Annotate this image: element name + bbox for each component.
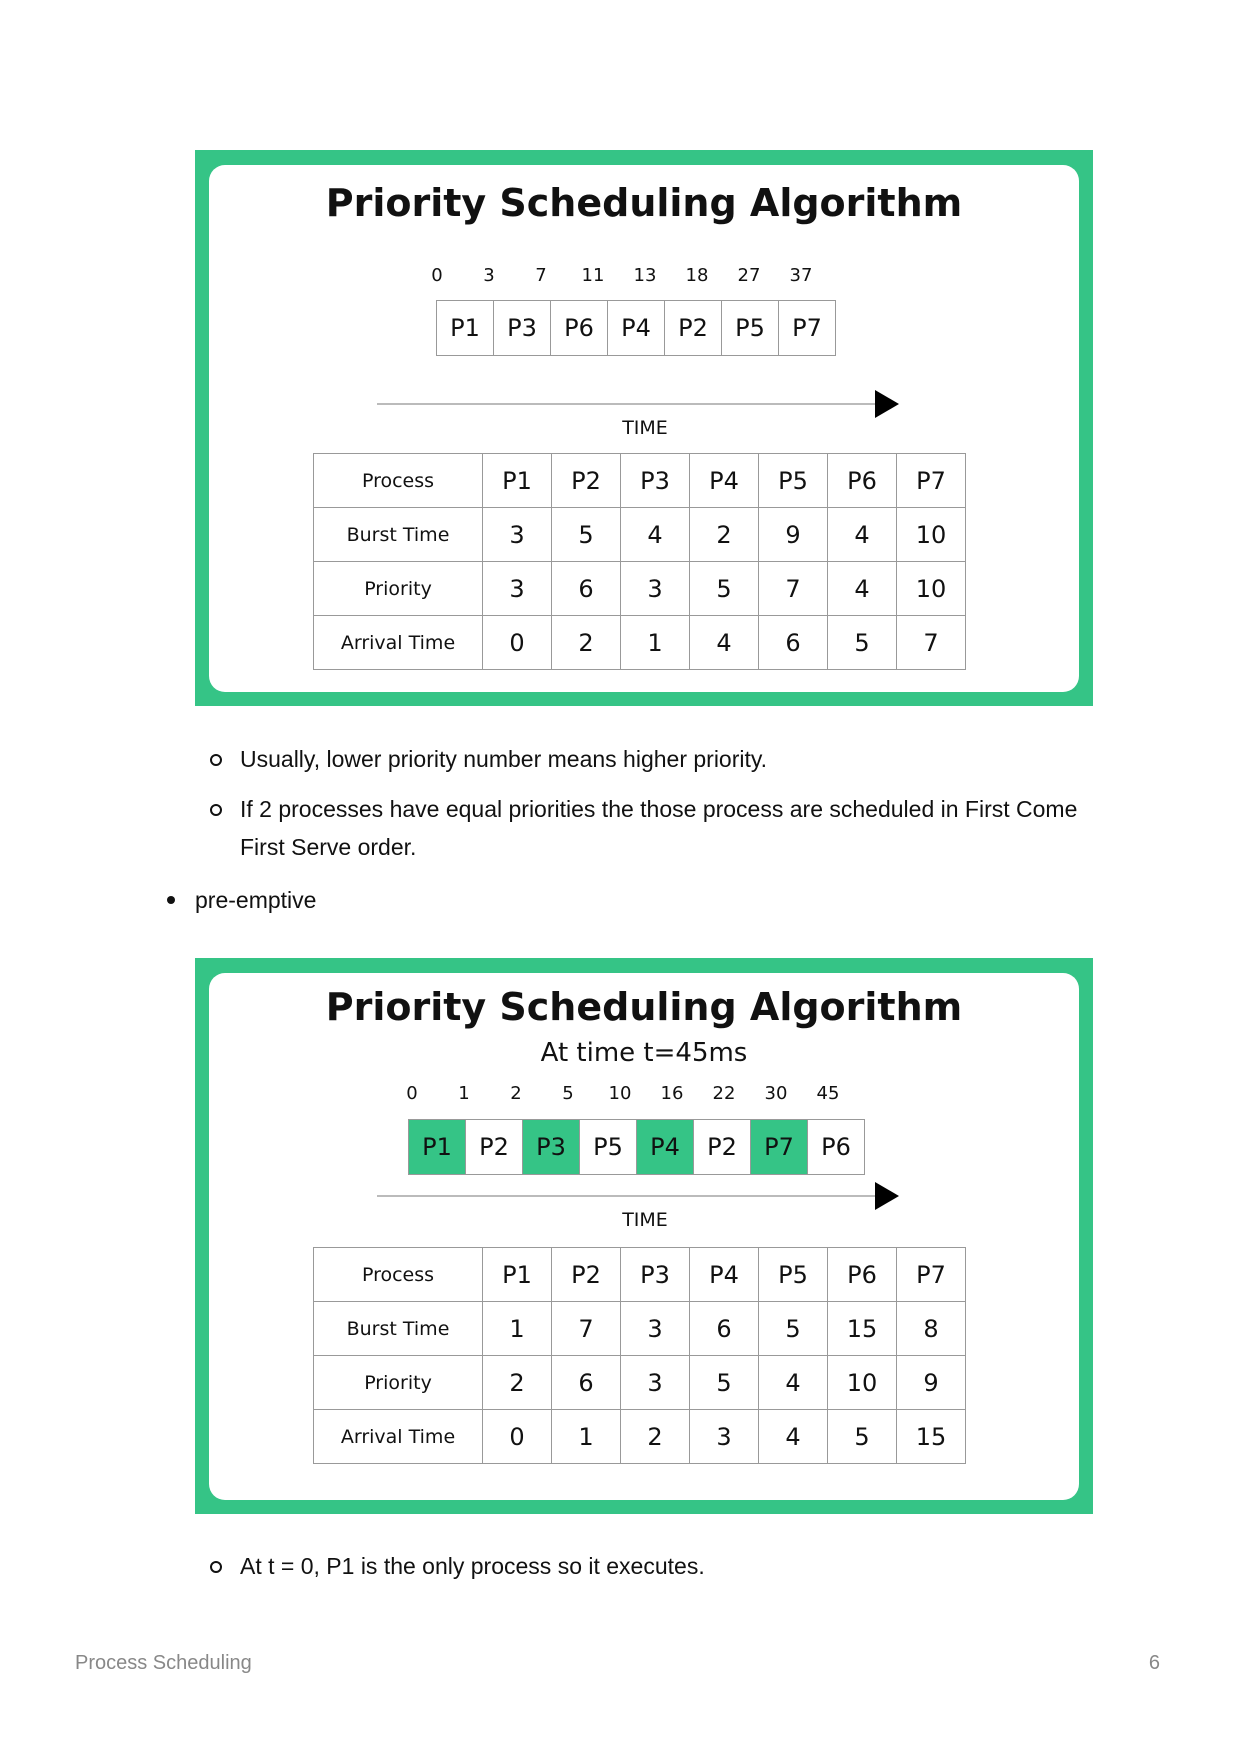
- timeline-axis: [377, 1195, 877, 1197]
- gantt-tick: 22: [712, 1083, 736, 1104]
- table-cell: 3: [690, 1410, 759, 1464]
- gantt-cell: P5: [721, 300, 779, 356]
- table-cell: 1: [552, 1410, 621, 1464]
- gantt-tick-labels: [431, 265, 854, 289]
- table-cell: 3: [483, 508, 552, 562]
- table-header-cell: P2: [552, 454, 621, 508]
- gantt-cell: P1: [408, 1119, 466, 1175]
- table-cell: 9: [897, 1356, 966, 1410]
- table-cell: 6: [552, 1356, 621, 1410]
- table-row-label: Arrival Time: [314, 1410, 483, 1464]
- table-cell: 4: [759, 1410, 828, 1464]
- bullet-list-main: [165, 881, 316, 919]
- gantt-tick: 10: [608, 1083, 632, 1104]
- table-header-cell: Process: [314, 454, 483, 508]
- table-header-cell: P1: [483, 1248, 552, 1302]
- gantt-cell: P2: [465, 1119, 523, 1175]
- table-cell: 7: [897, 616, 966, 670]
- gantt-cell: P4: [636, 1119, 694, 1175]
- table-header-row: [314, 1248, 966, 1302]
- gantt-cell: P5: [579, 1119, 637, 1175]
- table-header-cell: P6: [828, 1248, 897, 1302]
- table-header-cell: P4: [690, 454, 759, 508]
- table-cell: 6: [690, 1302, 759, 1356]
- table-header-cell: P2: [552, 1248, 621, 1302]
- table-cell: 3: [621, 1356, 690, 1410]
- bullet-list-notes: [210, 740, 1090, 878]
- table-cell: 5: [690, 562, 759, 616]
- table-cell: 15: [828, 1302, 897, 1356]
- table-header-cell: P1: [483, 454, 552, 508]
- gantt-cell: P7: [750, 1119, 808, 1175]
- table-cell: 3: [621, 562, 690, 616]
- figure-panel: [209, 165, 1079, 692]
- gantt-chart: [409, 1119, 865, 1175]
- timeline-arrow-icon: [875, 1182, 899, 1210]
- gantt-tick: 18: [685, 265, 709, 286]
- gantt-tick: 3: [483, 265, 495, 286]
- figure-title: Priority Scheduling Algorithm: [325, 181, 963, 225]
- table-cell: 4: [828, 562, 897, 616]
- gantt-cell: P2: [693, 1119, 751, 1175]
- list-item: If 2 processes have equal priorities the those process are scheduled in First Come First Serve order.: [210, 790, 1090, 866]
- footer-page-number: 6: [1148, 1652, 1160, 1674]
- table-cell: 2: [621, 1410, 690, 1464]
- table-cell: 15: [897, 1410, 966, 1464]
- list-item: Usually, lower priority number means higher priority.: [210, 740, 1090, 778]
- table-cell: 10: [897, 508, 966, 562]
- table-row: [314, 1410, 966, 1464]
- table-cell: 2: [483, 1356, 552, 1410]
- table-cell: 1: [621, 616, 690, 670]
- figure-subtitle: At time t=45ms: [540, 1038, 748, 1068]
- table-cell: 7: [552, 1302, 621, 1356]
- table-row: [314, 616, 966, 670]
- gantt-cell: P6: [550, 300, 608, 356]
- gantt-tick: 11: [581, 265, 605, 286]
- gantt-cell: P4: [607, 300, 665, 356]
- table-cell: 4: [690, 616, 759, 670]
- gantt-cell: P3: [493, 300, 551, 356]
- table-row: [314, 1356, 966, 1410]
- table-row: [314, 1302, 966, 1356]
- figure-priority-preemptive: [195, 958, 1093, 1514]
- gantt-tick: 37: [789, 265, 813, 286]
- table-row-label: Burst Time: [314, 1302, 483, 1356]
- table-cell: 3: [621, 1302, 690, 1356]
- gantt-tick-labels: [406, 1083, 879, 1107]
- table-header-row: [314, 454, 966, 508]
- gantt-tick: 27: [737, 265, 761, 286]
- table-row: [314, 562, 966, 616]
- footer-document-title: Process Scheduling: [75, 1652, 252, 1674]
- table-cell: 5: [552, 508, 621, 562]
- table-cell: 9: [759, 508, 828, 562]
- gantt-cell: P1: [436, 300, 494, 356]
- table-cell: 6: [759, 616, 828, 670]
- gantt-tick: 0: [431, 265, 443, 286]
- table-cell: 5: [690, 1356, 759, 1410]
- gantt-cell: P3: [522, 1119, 580, 1175]
- figure-title: Priority Scheduling Algorithm: [325, 985, 963, 1029]
- table-cell: 2: [552, 616, 621, 670]
- process-table: [313, 453, 966, 670]
- table-header-cell: P6: [828, 454, 897, 508]
- gantt-tick: 2: [510, 1083, 522, 1104]
- table-cell: 4: [828, 508, 897, 562]
- table-cell: 6: [552, 562, 621, 616]
- gantt-tick: 0: [406, 1083, 418, 1104]
- timeline-label: TIME: [622, 417, 668, 439]
- table-header-cell: P3: [621, 1248, 690, 1302]
- table-cell: 2: [690, 508, 759, 562]
- table-header-cell: P4: [690, 1248, 759, 1302]
- gantt-cell: P6: [807, 1119, 865, 1175]
- table-row-label: Burst Time: [314, 508, 483, 562]
- list-item: pre-emptive: [165, 881, 316, 919]
- table-cell: 0: [483, 616, 552, 670]
- table-cell: 5: [759, 1302, 828, 1356]
- gantt-tick: 45: [816, 1083, 840, 1104]
- table-header-cell: P3: [621, 454, 690, 508]
- table-row-label: Priority: [314, 1356, 483, 1410]
- timeline-axis: [377, 403, 877, 405]
- gantt-tick: 5: [562, 1083, 574, 1104]
- table-cell: 5: [828, 616, 897, 670]
- table-cell: 1: [483, 1302, 552, 1356]
- list-item: At t = 0, P1 is the only process so it executes.: [210, 1547, 1090, 1585]
- table-cell: 8: [897, 1302, 966, 1356]
- table-row-label: Arrival Time: [314, 616, 483, 670]
- table-row: [314, 508, 966, 562]
- table-cell: 5: [828, 1410, 897, 1464]
- gantt-cell: P7: [778, 300, 836, 356]
- figure-priority-non-preemptive: [195, 150, 1093, 706]
- table-cell: 4: [621, 508, 690, 562]
- figure-panel: [209, 973, 1079, 1500]
- gantt-cell: P2: [664, 300, 722, 356]
- table-header-cell: Process: [314, 1248, 483, 1302]
- table-header-cell: P7: [897, 1248, 966, 1302]
- process-table: [313, 1247, 966, 1464]
- gantt-tick: 7: [535, 265, 547, 286]
- table-header-cell: P5: [759, 454, 828, 508]
- table-cell: 4: [759, 1356, 828, 1410]
- table-header-cell: P7: [897, 454, 966, 508]
- table-cell: 10: [828, 1356, 897, 1410]
- timeline-label: TIME: [622, 1209, 668, 1231]
- table-cell: 3: [483, 562, 552, 616]
- table-header-cell: P5: [759, 1248, 828, 1302]
- table-row-label: Priority: [314, 562, 483, 616]
- gantt-tick: 30: [764, 1083, 788, 1104]
- gantt-chart: [437, 300, 836, 356]
- gantt-tick: 13: [633, 265, 657, 286]
- table-cell: 10: [897, 562, 966, 616]
- timeline-arrow-icon: [875, 390, 899, 418]
- gantt-tick: 16: [660, 1083, 684, 1104]
- bullet-list-explanation: [210, 1547, 1090, 1597]
- table-cell: 7: [759, 562, 828, 616]
- table-cell: 0: [483, 1410, 552, 1464]
- gantt-tick: 1: [458, 1083, 470, 1104]
